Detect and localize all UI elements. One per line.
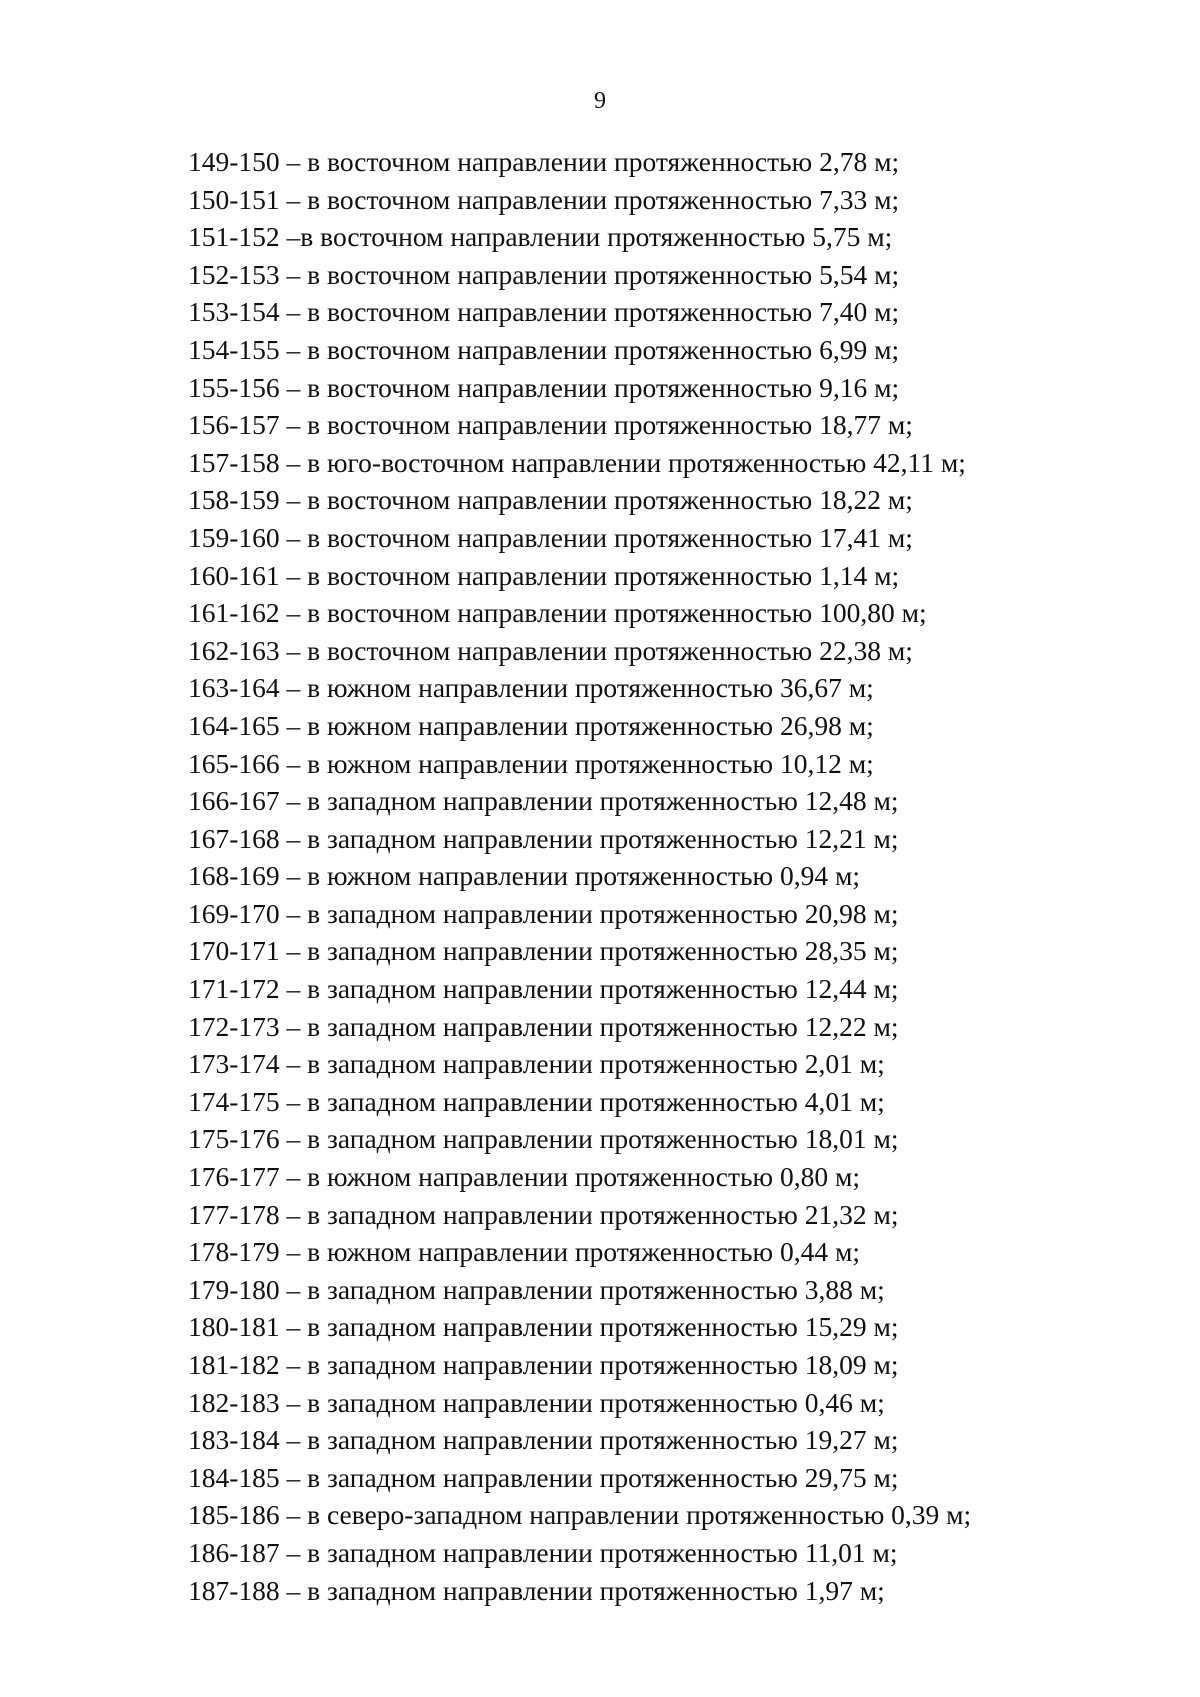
boundary-segment-line: 157-158 – в юго-восточном направлении протяженностью 42,11 м; — [188, 446, 966, 478]
boundary-segment-line: 182-183 – в западном направлении протяженностью 0,46 м; — [188, 1386, 885, 1418]
boundary-segment-line: 159-160 – в восточном направлении протяженностью 17,41 м; — [188, 521, 913, 553]
boundary-segment-list — [188, 143, 1148, 1609]
boundary-segment-line: 180-181 – в западном направлении протяженностью 15,29 м; — [188, 1311, 899, 1343]
boundary-segment-line: 187-188 – в западном направлении протяженностью 1,97 м; — [188, 1574, 885, 1606]
boundary-segment-line: 158-159 – в восточном направлении протяженностью 18,22 м; — [188, 484, 913, 516]
boundary-segment-line: 173-174 – в западном направлении протяженностью 2,01 м; — [188, 1048, 885, 1080]
boundary-segment-line: 151-152 –в восточном направлении протяженностью 5,75 м; — [188, 221, 893, 253]
boundary-segment-line: 163-164 – в южном направлении протяженностью 36,67 м; — [188, 672, 874, 704]
boundary-segment-line: 179-180 – в западном направлении протяженностью 3,88 м; — [188, 1273, 885, 1305]
boundary-segment-line: 165-166 – в южном направлении протяженностью 10,12 м; — [188, 747, 874, 779]
boundary-segment-line: 176-177 – в южном направлении протяженностью 0,80 м; — [188, 1161, 861, 1193]
boundary-segment-line: 152-153 – в восточном направлении протяженностью 5,54 м; — [188, 258, 900, 290]
boundary-segment-line: 155-156 – в восточном направлении протяженностью 9,16 м; — [188, 371, 900, 403]
boundary-segment-line: 149-150 – в восточном направлении протяженностью 2,78 м; — [188, 146, 900, 177]
boundary-segment-line: 185-186 – в северо-западном направлении протяженностью 0,39 м; — [188, 1499, 972, 1531]
boundary-segment-line: 170-171 – в западном направлении протяженностью 28,35 м; — [188, 935, 899, 967]
boundary-segment-line: 168-169 – в южном направлении протяженностью 0,94 м; — [188, 860, 861, 892]
boundary-segment-line: 177-178 – в западном направлении протяженностью 21,32 м; — [188, 1198, 899, 1230]
boundary-segment-line: 172-173 – в западном направлении протяженностью 12,22 м; — [188, 1010, 899, 1042]
boundary-segment-line: 160-161 – в восточном направлении протяженностью 1,14 м; — [188, 559, 900, 591]
boundary-segment-line: 167-168 – в западном направлении протяженностью 12,21 м; — [188, 822, 899, 854]
boundary-segment-line: 184-185 – в западном направлении протяженностью 29,75 м; — [188, 1461, 899, 1493]
page-number: 9 — [594, 88, 606, 114]
boundary-segment-line: 175-176 – в западном направлении протяженностью 18,01 м; — [188, 1123, 899, 1155]
boundary-segment-line: 186-187 – в западном направлении протяженностью 11,01 м; — [188, 1536, 898, 1568]
boundary-segment-line: 154-155 – в восточном направлении протяженностью 6,99 м; — [188, 333, 900, 365]
boundary-segment-line: 164-165 – в южном направлении протяженностью 26,98 м; — [188, 709, 874, 741]
boundary-segment-line: 166-167 – в западном направлении протяженностью 12,48 м; — [188, 785, 899, 817]
boundary-segment-line: 171-172 – в западном направлении протяженностью 12,44 м; — [188, 973, 899, 1005]
boundary-segment-line: 174-175 – в западном направлении протяженностью 4,01 м; — [188, 1085, 885, 1117]
boundary-segment-line: 150-151 – в восточном направлении протяженностью 7,33 м; — [188, 183, 900, 215]
boundary-segment-line: 183-184 – в западном направлении протяженностью 19,27 м; — [188, 1424, 899, 1456]
boundary-segment-line: 162-163 – в восточном направлении протяженностью 22,38 м; — [188, 634, 913, 666]
boundary-segment-line: 181-182 – в западном направлении протяженностью 18,09 м; — [188, 1349, 899, 1380]
boundary-segment-line: 178-179 – в южном направлении протяженностью 0,44 м; — [188, 1236, 861, 1268]
boundary-segment-line: 156-157 – в восточном направлении протяженностью 18,77 м; — [188, 409, 913, 441]
boundary-segment-line: 153-154 – в восточном направлении протяженностью 7,40 м; — [188, 296, 900, 328]
boundary-segment-line: 169-170 – в западном направлении протяженностью 20,98 м; — [188, 897, 899, 929]
boundary-segment-line: 161-162 – в восточном направлении протяженностью 100,80 м; — [188, 597, 927, 629]
